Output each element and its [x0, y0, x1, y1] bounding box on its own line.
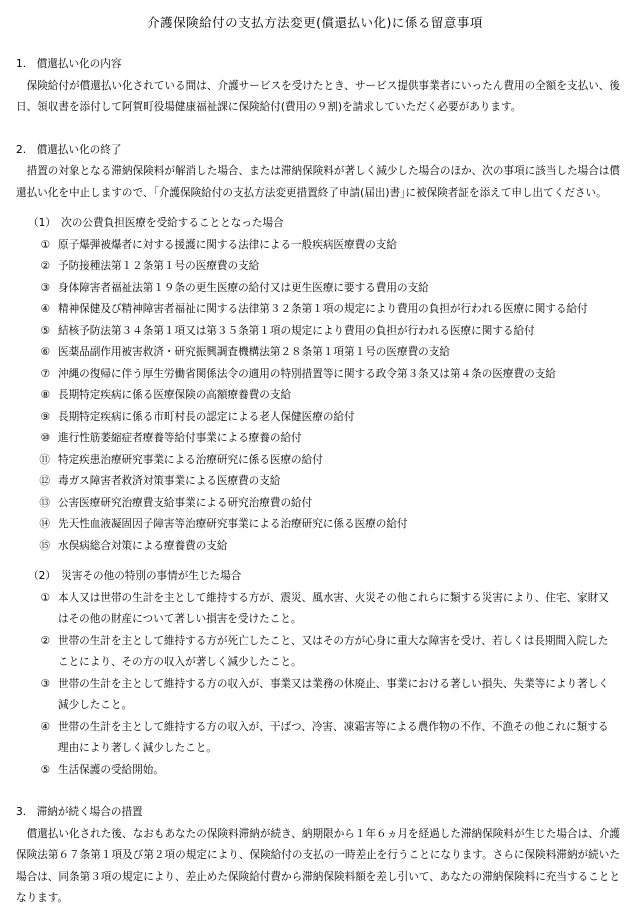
list-item: ⑧ 長期特定疾病に係る医療保険の高額療養費の支給 [40, 389, 292, 401]
section-2-heading: 2. 償還払い化の終了 [16, 143, 122, 156]
section-2-body: 措置の対象となる滞納保険料が解消した場合、または滞納保険料が著しく減少した場合のほか、次の事項に該当した場合は償還払い化を中止しますので、｢介護保険給付の支払方法変更措置終了申請(届出)書｣に被保険者証を添えて申し出てください。 [16, 165, 620, 199]
list-item: ⑤ 結核予防法第３４条第１項又は第３５条第１項の規定により費用の負担が行われる医療に関する給付 [40, 324, 535, 337]
list-item: ⑭ 先天性血液凝固因子障害等治療研究事業による治療研究に係る医療の給付 [39, 518, 408, 530]
subsection-1-title: （1） 次の公費負担医療を受給することとなった場合 [28, 217, 284, 229]
list-item: ② 世帯の生計を主として維持する方が死亡したこと、又はその方が心身に重大な障害を受け、若しくは長期間入院したことにより、その方の収入が著しく減少したこと。 [40, 634, 609, 668]
list-item: ⑪ 特定疾患治療研究事業による治療研究に係る医療の給付 [39, 453, 323, 466]
list-item: ② 予防接種法第１２条第１号の医療費の支給 [40, 260, 260, 272]
document-body [16, 54, 620, 910]
list-item: ① 本人又は世帯の生計を主として維持する方が、震災、風水害、火災その他これらに類する災害により、住宅、家財又はその他の財産について著しい損害を受けたこと。 [40, 591, 609, 625]
list-item: ⑤ 生活保護の受給開始。 [40, 763, 164, 776]
list-item: ① 原子爆弾被爆者に対する援護に関する法律による一般疾病医療費の支給 [40, 238, 397, 251]
list-item: ⑫ 毒ガス障害者救済対策事業による医療費の支給 [39, 475, 281, 487]
document-title: 介護保険給付の支払方法変更(償還払い化)に係る留意事項 [147, 15, 483, 30]
list-item: ④ 精神保健及び精神障害者福祉に関する法律第３２条第１項の規定により費用の負担が行われる医療に関する給付 [40, 303, 588, 315]
list-item: ⑮ 水俣病総合対策による療養費の支給 [39, 539, 228, 552]
list-item: ⑩ 進行性筋萎縮症者療養等給付事業による療養の給付 [40, 432, 302, 444]
public-medical-list [16, 235, 620, 558]
section-1-heading: 1. 償還払い化の内容 [16, 58, 122, 70]
list-item: ③ 身体障害者福祉法第１９条の更生医療の給付又は更生医療に要する費用の支給 [40, 281, 429, 294]
section-3-body: 償還払い化された後、なおもあなたの保険料滞納が続き、納期限から１年６ヵ月を経過した滞納保険料が生じた場合は、介護保険法第６７条第１項及び第２項の規定により、保険給付の支払の一時差止を行うことになります。さらに保険料滞納が続いた場合は、同条第３項の規定により、差止めた保険給付費から滞納保険料額を差し引いて、あなたの滞納保険料に充当することとなります。 [16, 827, 620, 904]
section-1-body: 保険給付が償還払い化されている間は、介護サービスを受けたとき、サービス提供事業者にいったん費用の全額を支払い、後日、領収書を添付して阿賀町役場健康福祉課に保険給付(費用の９割)を請求していただく必要があります。 [16, 79, 620, 113]
special-circumstance-list [16, 588, 620, 782]
list-item: ⑬ 公害医療研究治療費支給事業による研究治療費の給付 [39, 496, 313, 509]
section-3-heading: 3. 滞納が続く場合の措置 [16, 806, 143, 818]
subsection-2-title: （2） 災害その他の特別の事情が生じた場合 [28, 570, 242, 582]
list-item: ⑥ 医薬品副作用被害救済・研究振興調査機構法第２８条第１項第１号の医療費の支給 [40, 346, 450, 358]
list-item: ⑦ 沖縄の復帰に伴う厚生労働省関係法令の適用の特別措置等に関する政令第３条又は第４条の医療費の支給 [40, 367, 556, 380]
list-item: ⑨ 長期特定疾病に係る市町村長の認定による老人保健医療の給付 [40, 410, 355, 423]
list-item: ③ 世帯の生計を主として維持する方の収入が、事業又は業務の休廃止、事業における著しい損失、失業等により著しく減少したこと。 [40, 677, 609, 711]
list-item: ④ 世帯の生計を主として維持する方の収入が、干ばつ、冷害、凍霜害等による農作物の不作、不漁その他これに類する理由により著しく減少したこと。 [40, 720, 609, 754]
